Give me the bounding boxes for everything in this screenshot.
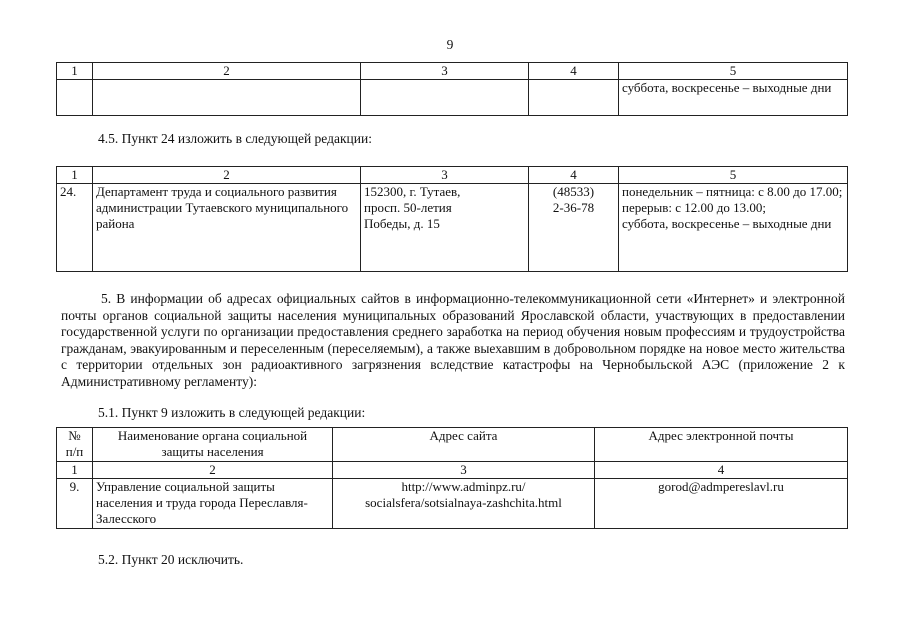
table-3-header: Наименование органа социальной защиты населения (93, 428, 333, 462)
address: 152300, г. Тутаев, просп. 50-летия Победы, д. 15 (361, 184, 529, 272)
item-5-1: 5.1. Пункт 9 изложить в следующей редакции: (98, 405, 366, 420)
table-row (57, 80, 848, 116)
paragraph-5: 5. В информации об адресах официальных сайтов в информационно-телекоммуникационной сети «Интернет» и электронной почты органов социальной защиты населения муниципальных образований Ярославской области, участвующих в предоставлении государственной услуги по организации предоставления среднего заработка на период обучения новым профессиям и трудоустройства гражданам, эвакуированным и переселенным (переселяемым), а также выехавшим в добровольном порядке на новое место жительства с территории отдельных зон радиоактивного загрязнения вследствие катастрофы на Чернобыльской АЭС (приложение 2 к Административному регламенту): (61, 291, 845, 389)
table-3-title-row (57, 428, 848, 462)
table-2 (56, 166, 848, 272)
table-cell (361, 80, 529, 116)
schedule: понедельник – пятница: с 8.00 до 17.00; перерыв: с 12.00 до 13.00; суббота, воскресенье – выходные дни (619, 184, 848, 272)
phone: (48533) 2-36-78 (529, 184, 619, 272)
table-1-header: 2 (93, 63, 361, 80)
organization-name: Управление социальной защиты населения и труда города Переславля-Залесского (93, 479, 333, 529)
organization-name: Департамент труда и социального развития администрации Тутаевского муниципального района (93, 184, 361, 272)
table-2-header: 2 (93, 167, 361, 184)
table-cell (529, 80, 619, 116)
table-3-number: 3 (333, 462, 595, 479)
table-2-header: 3 (361, 167, 529, 184)
table-3-number: 1 (57, 462, 93, 479)
table-3 (56, 427, 848, 529)
table-cell (57, 80, 93, 116)
table-1-header: 3 (361, 63, 529, 80)
table-1-header-row (57, 63, 848, 80)
row-number: 9. (57, 479, 93, 529)
table-3-number: 2 (93, 462, 333, 479)
table-row (57, 479, 848, 529)
table-2-header-row (57, 167, 848, 184)
table-1-header: 4 (529, 63, 619, 80)
table-3-header: Адрес электронной почты (595, 428, 848, 462)
item-5-2: 5.2. Пункт 20 исключить. (98, 552, 244, 567)
table-3-header: № п/п (57, 428, 93, 462)
email-link[interactable]: gorod@admpereslavl.ru (595, 479, 848, 529)
table-2-header: 1 (57, 167, 93, 184)
table-row (57, 184, 848, 272)
table-3-header: Адрес сайта (333, 428, 595, 462)
table-cell (93, 80, 361, 116)
item-4-5: 4.5. Пункт 24 изложить в следующей редакции: (98, 131, 372, 146)
table-2-header: 5 (619, 167, 848, 184)
page-number: 9 (446, 37, 454, 52)
table-cell: суббота, воскресенье – выходные дни (619, 80, 848, 116)
table-3-number-row (57, 462, 848, 479)
table-3-number: 4 (595, 462, 848, 479)
table-1-header: 1 (57, 63, 93, 80)
table-2-header: 4 (529, 167, 619, 184)
website-link[interactable]: http://www.adminpz.ru/ socialsfera/sotsialnaya-zashchita.html (333, 479, 595, 529)
table-1-header: 5 (619, 63, 848, 80)
row-number: 24. (57, 184, 93, 272)
table-1 (56, 62, 848, 116)
